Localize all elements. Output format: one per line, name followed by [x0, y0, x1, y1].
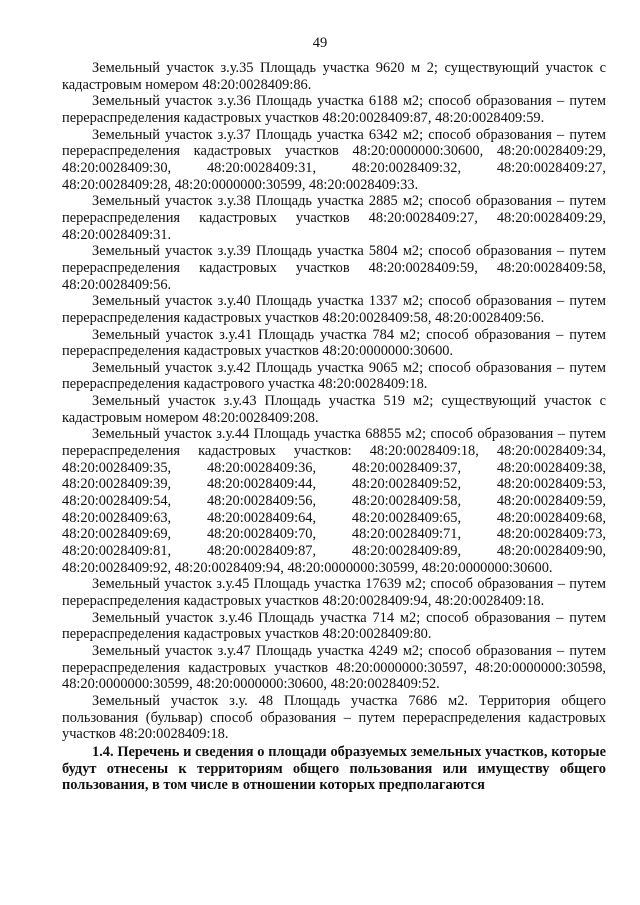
paragraph-plot-35: Земельный участок з.у.35 Площадь участка 9620 м 2; существующий участок с кадастровым номером 48:20:0028409:86. — [62, 60, 606, 93]
paragraph-plot-38: Земельный участок з.у.38 Площадь участка 2885 м2; способ образования – путем перераспределения кадастровых участков 48:20:0028409:27, 48:20:0028409:29, 48:20:0028409:31. — [62, 193, 606, 243]
paragraph-plot-46: Земельный участок з.у.46 Площадь участка 714 м2; способ образования – путем перераспределения кадастровых участков 48:20:0028409:80. — [62, 609, 606, 643]
paragraph-plot-47: Земельный участок з.у.47 Площадь участка 4249 м2; способ образования – путем перераспределения кадастровых участков 48:20:0000000:30597, 48:20:0000000:30598, 48:20:0000000:30599, 48:20:0000000:30600, 48:20:0028409:52. — [62, 642, 606, 693]
paragraph-plot-44: Земельный участок з.у.44 Площадь участка 68855 м2; способ образования – путем перераспределения кадастровых участков: 48:20:0028409:18, 48:20:0028409:34, 48:20:0028409:35, 48:20:0028409:36, 48:20:0028409:37, 48:20:0028409:38, 48:20:0028409:39, 48:20:0028409:44, 48:20:0028409:52, 48:20:0028409:53, 48:20:0028409:54, 48:20:0028409:56, 48:20:0028409:58, 48:20:0028409:59, 48:20:0028409:63, 48:20:0028409:64, 48:20:0028409:65, 48:20:0028409:68, 48:20:0028409:69, 48:20:0028409:70, 48:20:0028409:71, 48:20:0028409:73, 48:20:0028409:81, 48:20:0028409:87, 48:20:0028409:89, 48:20:0028409:90, 48:20:0028409:92, 48:20:0028409:94, 48:20:0000000:30599, 48:20:0000000:30600. — [62, 426, 606, 576]
paragraph-plot-45: Земельный участок з.у.45 Площадь участка 17639 м2; способ образования – путем перераспределения кадастровых участков 48:20:0028409:94, 48:20:0028409:18. — [62, 576, 606, 609]
paragraph-plot-48: Земельный участок з.у. 48 Площадь участка 7686 м2. Территория общего пользования (бульвар) способ образования – путем перераспределения кадастровых участков 48:20:0028409:18. — [62, 692, 606, 743]
document-body — [62, 60, 606, 794]
section-heading: 1.4. Перечень и сведения о площади образуемых земельных участков, которые будут отнесены к территориям общего пользования или имуществу общего пользования, в том числе в отношении которых предполагаются — [62, 743, 606, 794]
paragraph-plot-41: Земельный участок з.у.41 Площадь участка 784 м2; способ образования – путем перераспределения кадастровых участков 48:20:0000000:30600. — [62, 326, 606, 360]
paragraph-plot-43: Земельный участок з.у.43 Площадь участка 519 м2; существующий участок с кадастровым номером 48:20:0028409:208. — [62, 393, 606, 426]
paragraph-plot-42: Земельный участок з.у.42 Площадь участка 9065 м2; способ образования – путем перераспределения кадастрового участка 48:20:0028409:18. — [62, 359, 606, 393]
paragraph-plot-37: Земельный участок з.у.37 Площадь участка 6342 м2; способ образования – путем перераспределения кадастровых участков 48:20:0000000:30600, 48:20:0028409:29, 48:20:0028409:30, 48:20:0028409:31, 48:20:0028409:32, 48:20:0028409:27, 48:20:0028409:28, 48:20:0000000:30599, 48:20:0028409:33. — [62, 126, 606, 193]
paragraph-plot-40: Земельный участок з.у.40 Площадь участка 1337 м2; способ образования – путем перераспределения кадастровых участков 48:20:0028409:58, 48:20:0028409:56. — [62, 293, 606, 326]
paragraph-plot-39: Земельный участок з.у.39 Площадь участка 5804 м2; способ образования – путем перераспределения кадастровых участков 48:20:0028409:59, 48:20:0028409:58, 48:20:0028409:56. — [62, 243, 606, 293]
paragraph-plot-36: Земельный участок з.у.36 Площадь участка 6188 м2; способ образования – путем перераспределения кадастровых участков 48:20:0028409:87, 48:20:0028409:59. — [62, 93, 606, 126]
page-number: 49 — [312, 35, 328, 51]
